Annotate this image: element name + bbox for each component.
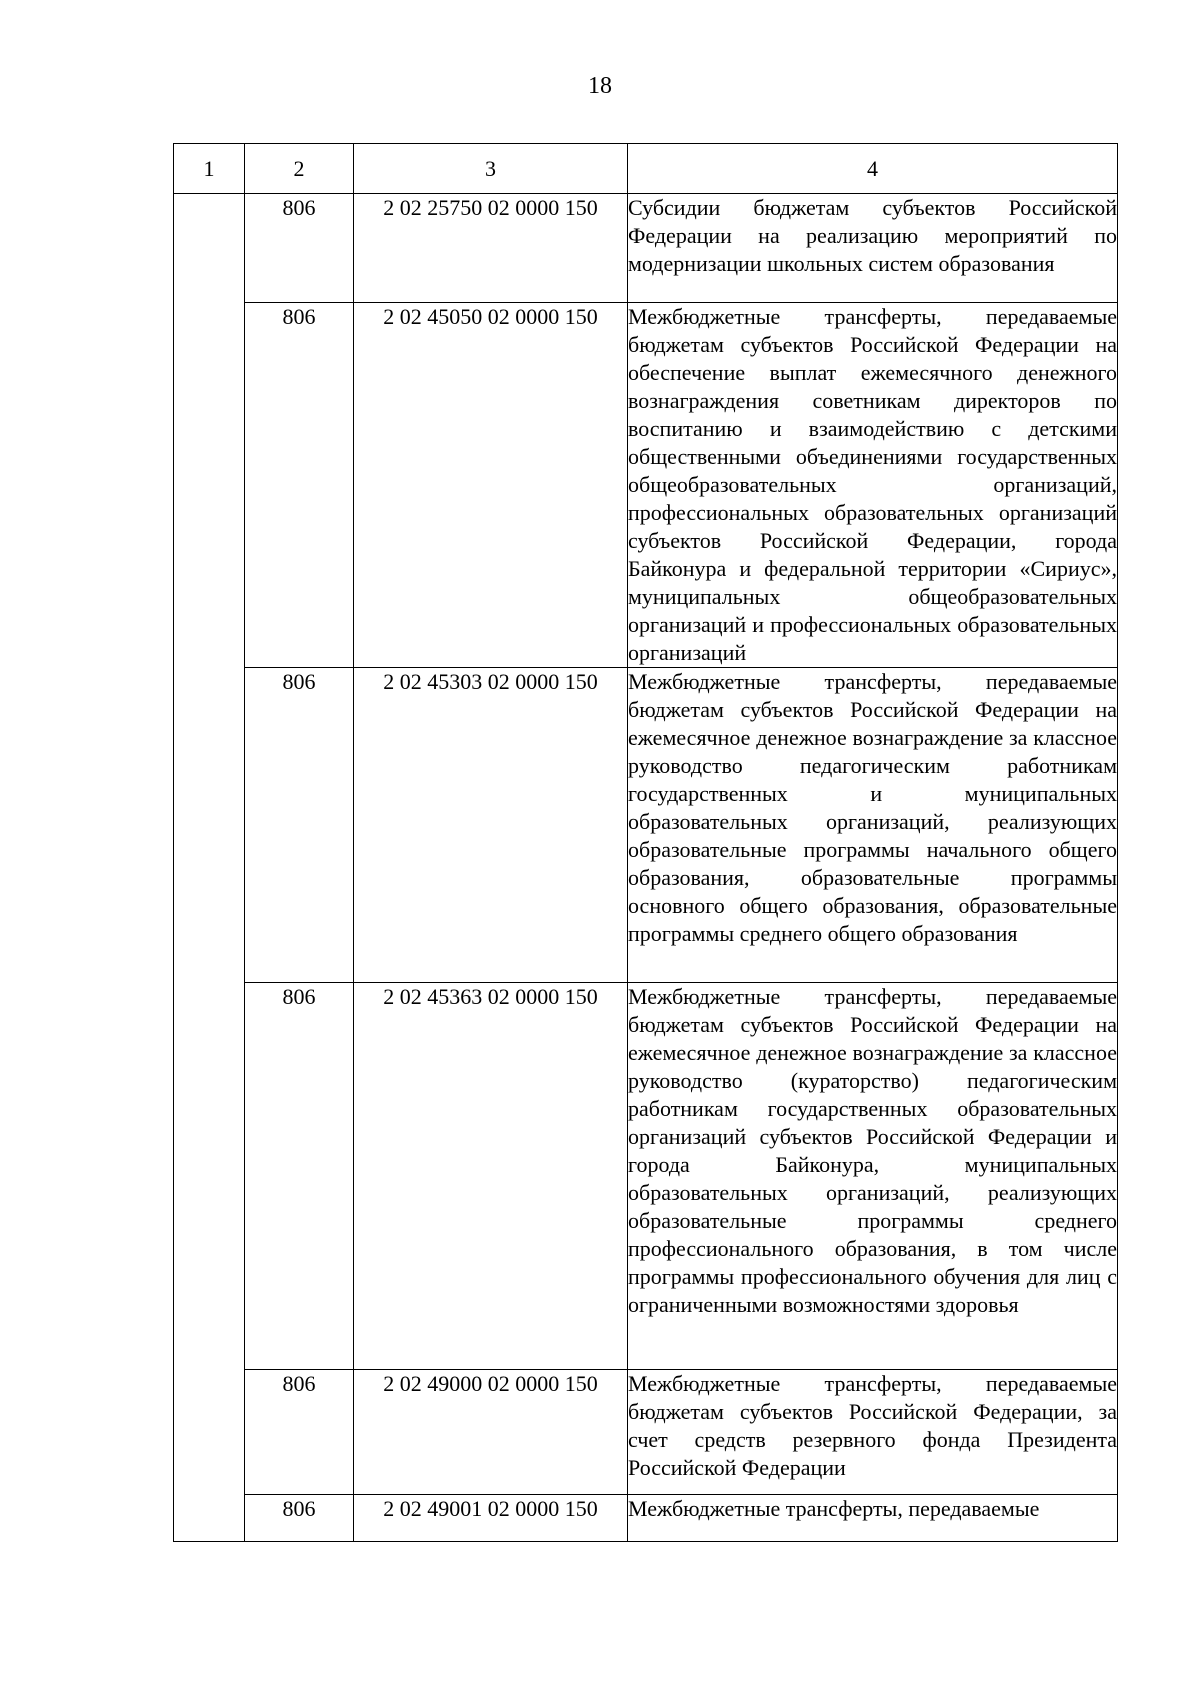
column-header-4: 4 xyxy=(628,144,1118,194)
admin-code-cell: 806 xyxy=(245,983,354,1370)
table-row xyxy=(174,303,1118,668)
column-header-2: 2 xyxy=(245,144,354,194)
column-header-3: 3 xyxy=(354,144,628,194)
page-number: 18 xyxy=(588,73,612,99)
table-row xyxy=(174,194,1118,303)
budget-revenue-table xyxy=(173,143,1118,1542)
column-header-1: 1 xyxy=(174,144,245,194)
revenue-code-cell: 2 02 49000 02 0000 150 xyxy=(354,1370,628,1495)
table-row xyxy=(174,983,1118,1370)
table-row xyxy=(174,668,1118,983)
table-row xyxy=(174,1495,1118,1542)
table-row xyxy=(174,1370,1118,1495)
admin-code-cell: 806 xyxy=(245,1370,354,1495)
description-cell: Субсидии бюджетам субъектов Российской Федерации на реализацию мероприятий по модернизации школьных систем образования xyxy=(628,194,1118,303)
description-cell: Межбюджетные трансферты, передаваемые бюджетам субъектов Российской Федерации на ежемесячное денежное вознаграждение за классное руководство (кураторство) педагогическим работникам государственных образовательных организаций субъектов Российской Федерации и города Байконура, муниципальных образовательных организаций, реализующих образовательные программы среднего профессионального образования, в том числе программы профессионального обучения для лиц с ограниченными возможностями здоровья xyxy=(628,983,1118,1370)
admin-code-cell: 806 xyxy=(245,1495,354,1542)
revenue-code-cell: 2 02 45363 02 0000 150 xyxy=(354,983,628,1370)
revenue-code-cell: 2 02 25750 02 0000 150 xyxy=(354,194,628,303)
admin-code-cell: 806 xyxy=(245,668,354,983)
description-cell: Межбюджетные трансферты, передаваемые бюджетам субъектов Российской Федерации на обеспечение выплат ежемесячного денежного вознаграждения советникам директоров по воспитанию и взаимодействию с детскими общественными объединениями государственных общеобразовательных организаций, профессиональных образовательных организаций субъектов Российской Федерации, города Байконура и федеральной территории «Сириус», муниципальных общеобразовательных организаций и профессиональных образовательных организаций xyxy=(628,303,1118,668)
revenue-code-cell: 2 02 45050 02 0000 150 xyxy=(354,303,628,668)
description-cell: Межбюджетные трансферты, передаваемые xyxy=(628,1495,1118,1542)
admin-code-cell: 806 xyxy=(245,194,354,303)
description-cell: Межбюджетные трансферты, передаваемые бюджетам субъектов Российской Федерации на ежемесячное денежное вознаграждение за классное руководство педагогическим работникам государственных и муниципальных образовательных организаций, реализующих образовательные программы начального общего образования, образовательные программы основного общего образования, образовательные программы среднего общего образования xyxy=(628,668,1118,983)
table-header-row xyxy=(174,144,1118,194)
first-column-cell xyxy=(174,194,245,1542)
revenue-code-cell: 2 02 49001 02 0000 150 xyxy=(354,1495,628,1542)
description-cell: Межбюджетные трансферты, передаваемые бюджетам субъектов Российской Федерации, за счет средств резервного фонда Президента Российской Федерации xyxy=(628,1370,1118,1495)
revenue-code-cell: 2 02 45303 02 0000 150 xyxy=(354,668,628,983)
admin-code-cell: 806 xyxy=(245,303,354,668)
